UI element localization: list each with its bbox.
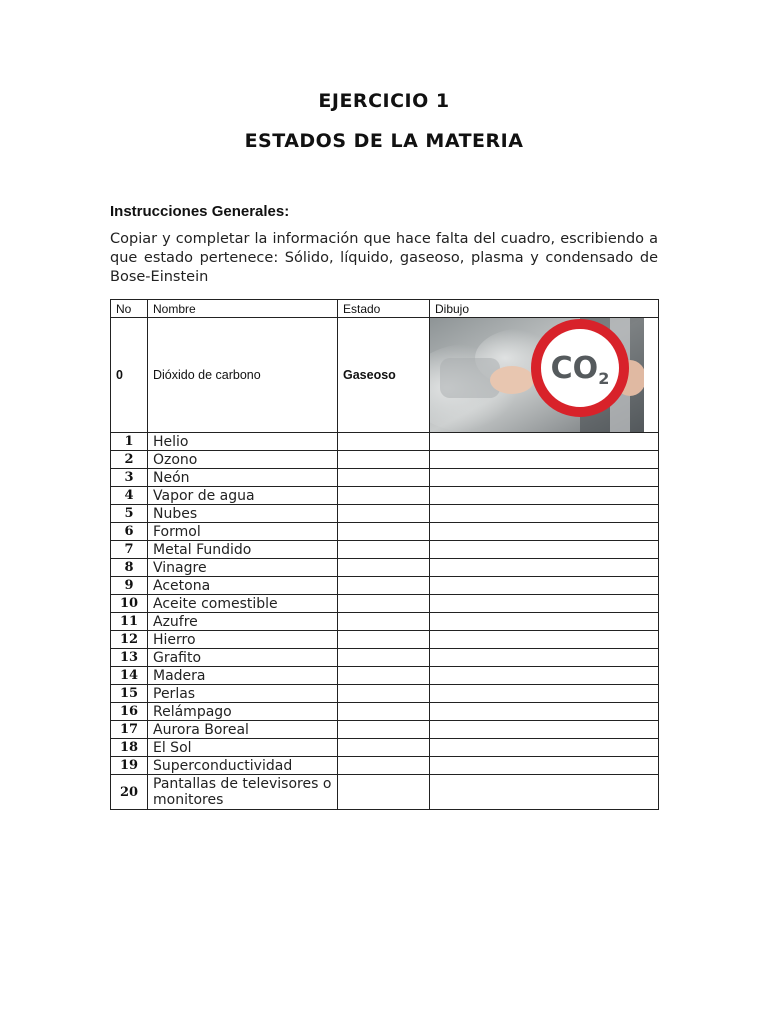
row-dibujo-cell[interactable]: [430, 703, 659, 721]
row-no: 3: [111, 469, 148, 487]
row-nombre: Formol: [148, 523, 338, 541]
row-no: 5: [111, 505, 148, 523]
row-nombre: El Sol: [148, 739, 338, 757]
row-no: 20: [111, 775, 148, 810]
row-dibujo-cell[interactable]: [430, 775, 659, 810]
example-row: [111, 318, 659, 433]
row-estado-input[interactable]: [338, 469, 430, 487]
row-nombre: Relámpago: [148, 703, 338, 721]
exercise-title: EJERCICIO 1: [318, 90, 450, 112]
row-no: 10: [111, 595, 148, 613]
row-dibujo-cell[interactable]: [430, 523, 659, 541]
table-row: [111, 433, 659, 451]
row-estado-input[interactable]: [338, 595, 430, 613]
instructions-colon: :: [273, 250, 279, 266]
row-dibujo-cell[interactable]: [430, 541, 659, 559]
example-estado: Gaseoso: [338, 318, 430, 433]
row-estado-input[interactable]: [338, 685, 430, 703]
row-dibujo-cell[interactable]: [430, 739, 659, 757]
table-row: [111, 631, 659, 649]
row-dibujo-cell[interactable]: [430, 487, 659, 505]
table-row: [111, 775, 659, 810]
row-dibujo-cell[interactable]: [430, 667, 659, 685]
table-row: [111, 577, 659, 595]
table-row: [111, 523, 659, 541]
row-dibujo-cell[interactable]: [430, 649, 659, 667]
row-estado-input[interactable]: [338, 703, 430, 721]
table-row: [111, 559, 659, 577]
instructions-text: [110, 230, 658, 287]
row-no: 15: [111, 685, 148, 703]
co2-label: $CO_2$: [550, 351, 610, 388]
instructions-text-part2: Sólido, líquido, gaseoso, plasma y condensado de Bose-Einstein: [110, 250, 658, 285]
header-dibujo: Dibujo: [430, 300, 659, 318]
row-estado-input[interactable]: [338, 541, 430, 559]
row-estado-input[interactable]: [338, 739, 430, 757]
row-estado-input[interactable]: [338, 505, 430, 523]
row-no: 1: [111, 433, 148, 451]
row-nombre: Vinagre: [148, 559, 338, 577]
header-nombre: Nombre: [148, 300, 338, 318]
row-estado-input[interactable]: [338, 559, 430, 577]
row-no: 2: [111, 451, 148, 469]
row-no: 18: [111, 739, 148, 757]
table-row: [111, 649, 659, 667]
row-nombre: Ozono: [148, 451, 338, 469]
row-nombre: Acetona: [148, 577, 338, 595]
table-row: [111, 757, 659, 775]
row-dibujo-cell[interactable]: [430, 577, 659, 595]
example-no: 0: [111, 318, 148, 433]
row-no: 16: [111, 703, 148, 721]
row-nombre: Aurora Boreal: [148, 721, 338, 739]
row-nombre: Metal Fundido: [148, 541, 338, 559]
row-dibujo-cell[interactable]: [430, 631, 659, 649]
table-row: [111, 613, 659, 631]
table-row: [111, 541, 659, 559]
table-row: [111, 667, 659, 685]
row-dibujo-cell[interactable]: [430, 559, 659, 577]
table-row: [111, 739, 659, 757]
row-no: 4: [111, 487, 148, 505]
instructions-heading: Instrucciones Generales:: [110, 203, 290, 220]
row-no: 8: [111, 559, 148, 577]
row-nombre: Vapor de agua: [148, 487, 338, 505]
row-nombre: Grafito: [148, 649, 338, 667]
row-nombre: Azufre: [148, 613, 338, 631]
header-estado: Estado: [338, 300, 430, 318]
row-no: 13: [111, 649, 148, 667]
row-estado-input[interactable]: [338, 613, 430, 631]
row-nombre: Madera: [148, 667, 338, 685]
table-row: [111, 703, 659, 721]
row-dibujo-cell[interactable]: [430, 757, 659, 775]
row-dibujo-cell[interactable]: [430, 451, 659, 469]
row-dibujo-cell[interactable]: [430, 721, 659, 739]
example-dibujo: [430, 318, 659, 433]
row-nombre: Hierro: [148, 631, 338, 649]
row-estado-input[interactable]: [338, 757, 430, 775]
row-estado-input[interactable]: [338, 775, 430, 810]
row-estado-input[interactable]: [338, 451, 430, 469]
row-no: 9: [111, 577, 148, 595]
table-row: [111, 487, 659, 505]
row-dibujo-cell[interactable]: [430, 469, 659, 487]
co2-sign-image: [430, 318, 644, 432]
row-estado-input[interactable]: [338, 667, 430, 685]
table-header-row: [111, 300, 659, 318]
row-nombre: Superconductividad: [148, 757, 338, 775]
table-row: [111, 469, 659, 487]
row-estado-input[interactable]: [338, 721, 430, 739]
row-no: 11: [111, 613, 148, 631]
row-no: 14: [111, 667, 148, 685]
table-row: [111, 505, 659, 523]
row-nombre: Helio: [148, 433, 338, 451]
instructions-text-part1: Copiar y completar la información que hace falta del cuadro, escribiendo a que estado pertenece: [110, 231, 658, 266]
row-estado-input[interactable]: [338, 649, 430, 667]
states-table: [110, 299, 659, 810]
example-nombre: Dióxido de carbono: [148, 318, 338, 433]
topic-title: ESTADOS DE LA MATERIA: [244, 130, 524, 152]
header-no: No: [111, 300, 148, 318]
row-nombre: Perlas: [148, 685, 338, 703]
table-row: [111, 685, 659, 703]
row-estado-input[interactable]: [338, 433, 430, 451]
row-no: 6: [111, 523, 148, 541]
row-dibujo-cell[interactable]: [430, 433, 659, 451]
row-estado-input[interactable]: [338, 523, 430, 541]
row-no: 17: [111, 721, 148, 739]
row-dibujo-cell[interactable]: [430, 595, 659, 613]
row-dibujo-cell[interactable]: [430, 505, 659, 523]
table-row: [111, 451, 659, 469]
table-row: [111, 721, 659, 739]
row-nombre: Neón: [148, 469, 338, 487]
row-nombre: Pantallas de televisores o monitores: [148, 775, 338, 810]
row-estado-input[interactable]: [338, 577, 430, 595]
row-no: 7: [111, 541, 148, 559]
row-estado-input[interactable]: [338, 631, 430, 649]
row-no: 19: [111, 757, 148, 775]
row-nombre: Nubes: [148, 505, 338, 523]
table-row: [111, 595, 659, 613]
row-dibujo-cell[interactable]: [430, 613, 659, 631]
row-estado-input[interactable]: [338, 487, 430, 505]
row-no: 12: [111, 631, 148, 649]
row-nombre: Aceite comestible: [148, 595, 338, 613]
row-dibujo-cell[interactable]: [430, 685, 659, 703]
